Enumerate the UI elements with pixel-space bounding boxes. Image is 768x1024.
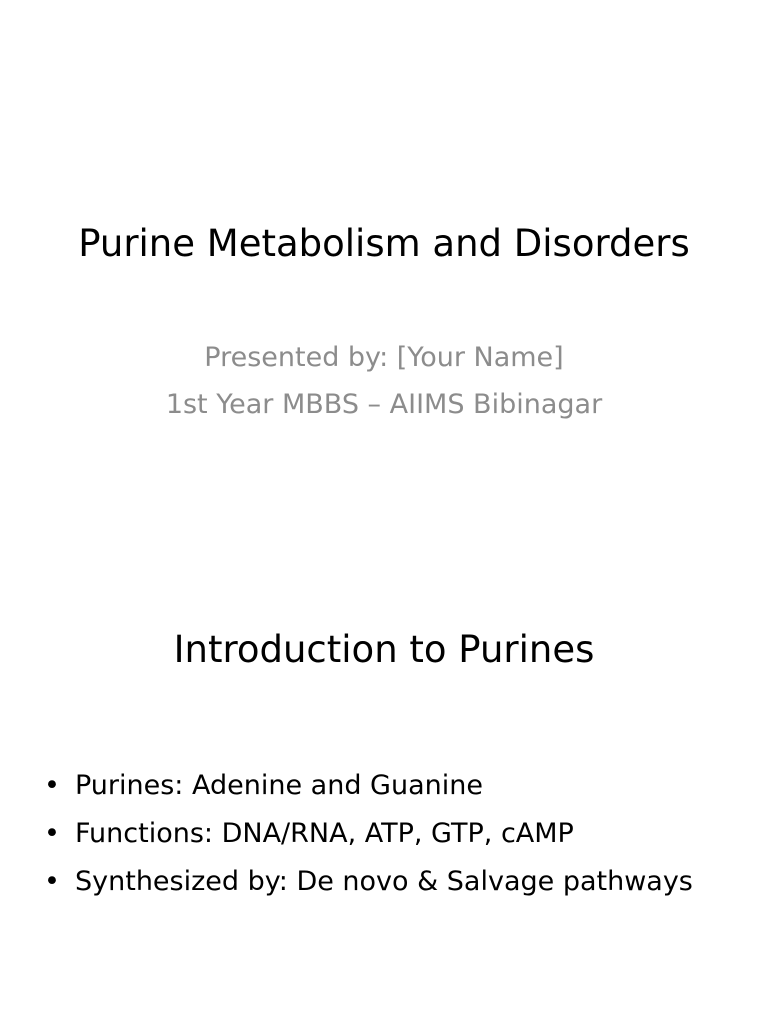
bullet-icon: •	[44, 866, 60, 897]
bullet-item	[44, 858, 693, 906]
bullet-text: Synthesized by: De novo & Salvage pathways	[75, 866, 693, 897]
slide-subtitle	[0, 334, 768, 428]
bullet-item	[44, 762, 693, 810]
presenter-line: Presented by: [Your Name]	[204, 342, 564, 373]
bullet-text: Purines: Adenine and Guanine	[75, 770, 483, 801]
slide-title: Introduction to Purines	[173, 628, 595, 671]
content-slide	[0, 512, 768, 1024]
bullet-text: Functions: DNA/RNA, ATP, GTP, cAMP	[75, 818, 574, 849]
bullet-list	[44, 762, 693, 906]
bullet-item	[44, 810, 693, 858]
bullet-icon: •	[44, 770, 60, 801]
slide-title: Purine Metabolism and Disorders	[78, 222, 690, 265]
institution-line: 1st Year MBBS – AIIMS Bibinagar	[165, 389, 603, 420]
bullet-icon: •	[44, 818, 60, 849]
